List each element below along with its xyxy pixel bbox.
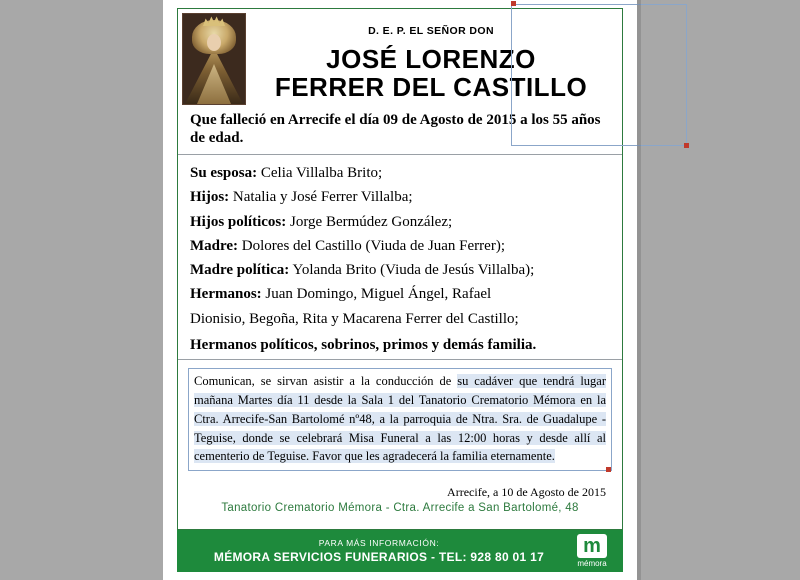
list-item xyxy=(190,234,610,258)
selection-handle-notice[interactable] xyxy=(606,467,611,472)
page-edge-shadow xyxy=(637,0,641,580)
list-item xyxy=(190,282,610,306)
relation-label: Su esposa: xyxy=(190,165,258,181)
relation-names: Celia Villalba Brito; xyxy=(260,165,383,181)
relation-names: Dionisio, Begoña, Rita y Macarena Ferrer del Castillo; xyxy=(190,310,519,327)
relation-names: Juan Domingo, Miguel Ángel, Rafael xyxy=(265,286,492,303)
list-item xyxy=(190,161,610,185)
relation-names: Dolores del Castillo (Viuda de Juan Ferrer); xyxy=(241,237,505,254)
list-item xyxy=(190,307,610,331)
list-item xyxy=(190,185,610,209)
family-list xyxy=(178,155,622,360)
notice-plain-text: Comunican, se sirvan asistir a la conducción de xyxy=(194,374,458,389)
relation-label: Madre política: xyxy=(190,262,290,279)
relation-label: Hijos: xyxy=(190,189,230,206)
title-block xyxy=(246,13,616,101)
selection-handle-bottom[interactable] xyxy=(684,143,689,148)
relation-label: Madre: xyxy=(190,237,239,254)
footer-info-label: PARA MÁS INFORMACIÓN: xyxy=(318,538,440,548)
death-info: Que falleció en Arrecife el día 09 de Agosto de 2015 a los 55 años de edad. xyxy=(178,105,622,155)
footer-company-line: MÉMORA SERVICIOS FUNERARIOS - TEL: 928 80 01 17 xyxy=(213,550,545,564)
memora-logo-icon: m xyxy=(577,534,607,558)
document-page xyxy=(163,0,637,580)
memora-logo xyxy=(561,534,623,568)
selection-handle-top[interactable] xyxy=(511,1,516,6)
place-date: Arrecife, a 10 de Agosto de 2015 xyxy=(447,485,606,500)
relation-label: Hijos políticos: xyxy=(190,213,287,230)
relation-names: Yolanda Brito (Viuda de Jesús Villalba); xyxy=(292,262,535,279)
deceased-name-line-2: FERRER DEL CASTILLO xyxy=(274,72,588,103)
virgin-face xyxy=(207,34,221,51)
dep-line: D. E. P. EL SEÑOR DON xyxy=(368,25,494,37)
funeral-notice xyxy=(188,368,612,471)
relation-label: Hermanos: xyxy=(190,286,262,303)
memora-logo-word: mémora xyxy=(577,559,607,568)
family-final-line: Hermanos políticos, sobrinos, primos y demás familia. xyxy=(190,337,537,354)
card-header xyxy=(178,9,622,105)
relation-names: Natalia y José Ferrer Villalba; xyxy=(232,189,413,206)
list-item xyxy=(190,258,610,282)
obituary-card xyxy=(177,8,623,530)
tanatorio-address: Tanatorio Crematorio Mémora - Ctra. Arrecife a San Bartolomé, 48 xyxy=(221,502,579,515)
list-item xyxy=(190,210,610,234)
footer-text xyxy=(177,538,561,564)
deceased-name-line-1: JOSÉ LORENZO xyxy=(326,44,536,74)
relation-names: Jorge Bermúdez González; xyxy=(290,213,453,230)
notice-highlighted-text: su cadáver que tendrá lugar mañana Martes día 11 desde la Sala 1 del Tanatorio Crematorio Mémora en la Ctra. Arrecife-San Bartolomé nº48, a la parroquia de Ntra. Sra. de Guadalupe - Teguise, donde se celebrará Misa Funeral a las 12:00 horas y desde allí al cementerio de Teguise. Favor que les agradecerá la familia eternamente. xyxy=(194,374,607,464)
virgin-image xyxy=(182,13,246,105)
footer-banner xyxy=(177,530,623,572)
